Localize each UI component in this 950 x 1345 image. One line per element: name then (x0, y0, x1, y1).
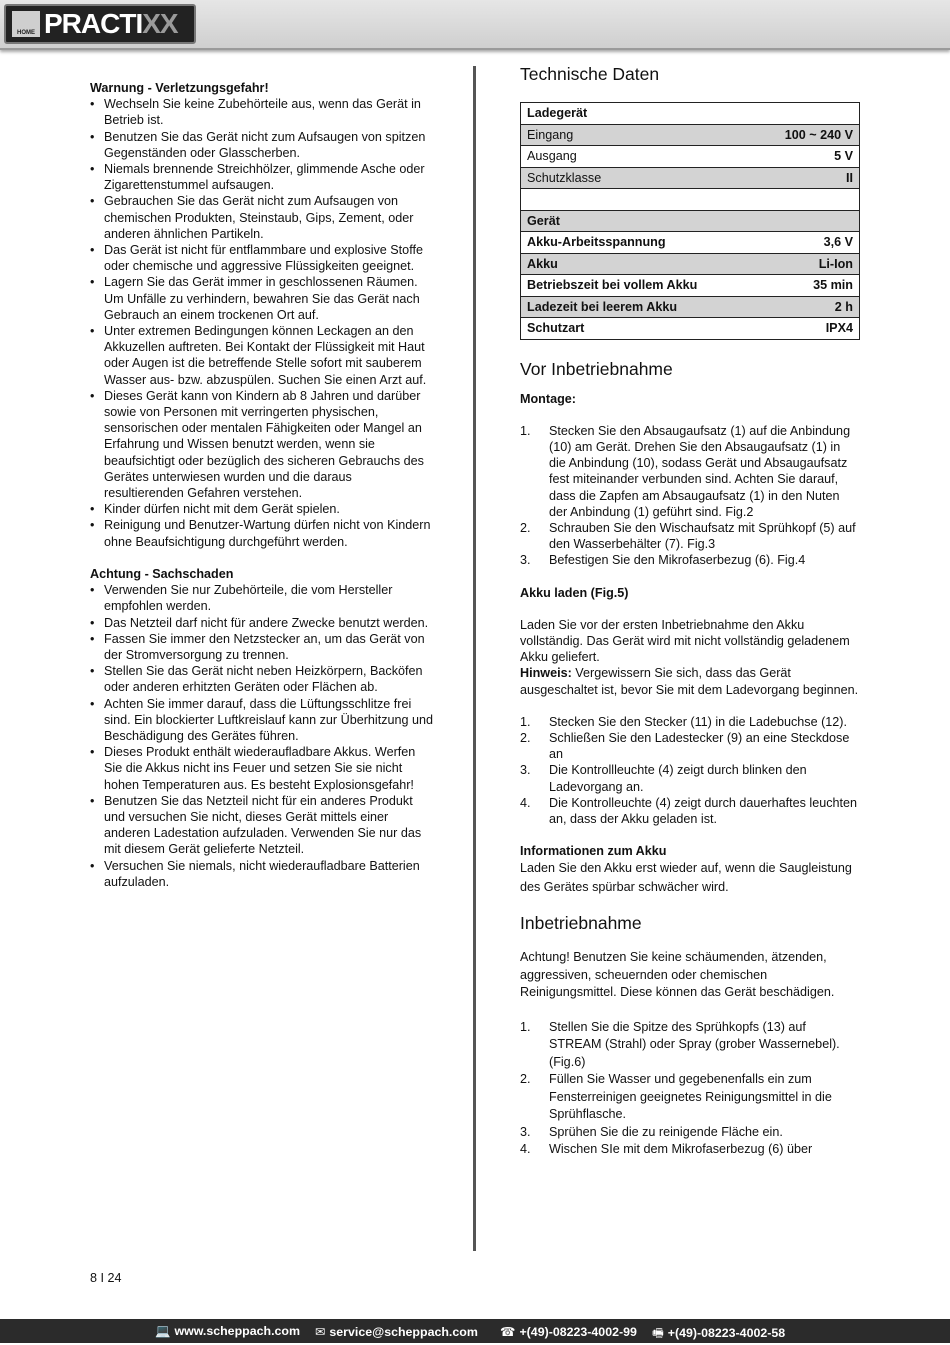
step-number: 1. (520, 714, 531, 729)
start-intro: Achtung! Benutzen Sie keine schäumenden, ätzenden, aggressiven, scheuernden oder chemischen Reinigungsmittel. Diese können das Gerät beschädigen. (520, 950, 835, 1000)
spec-row (521, 210, 860, 232)
hint-text: Vergewissern Sie sich, dass das Gerät ausgeschaltet ist, bevor Sie mit dem Ladevorgang beginnen. (520, 666, 859, 697)
step-text: Sprühen Sie die zu reinigende Fläche ein. (549, 1124, 783, 1139)
step-text: Die Kontrollleuchte (4) zeigt durch blinken den Ladevorgang an. (549, 763, 807, 794)
list-item: • Verwenden Sie nur Zubehörteile, die vom Hersteller empfohlen werden. (90, 582, 435, 614)
step-item (520, 1071, 860, 1124)
right-column (520, 62, 860, 1159)
spec-label: Schutzart (521, 318, 756, 340)
info-title: Informationen zum Akku (520, 844, 667, 859)
spec-row (521, 103, 860, 125)
hint-label: Hinweis: (520, 666, 572, 681)
spec-row (521, 275, 860, 297)
list-item: • Benutzen Sie das Netzteil nicht für ein anderes Produkt und versuchen Sie nicht, dieses Gerät mittels einer anderen Ladestation aufzuladen. Verwenden Sie nur das mit diesem Gerät gelieferte Netzteil. (90, 793, 435, 858)
step-item (520, 1141, 860, 1159)
spec-label: Betriebszeit bei vollem Akku (521, 275, 756, 297)
start-heading: Inbetriebnahme (520, 913, 642, 934)
spec-label: Schutzklasse (521, 167, 756, 189)
step-text: Stecken Sie den Absaugaufsatz (1) auf die Anbindung (10) am Gerät. Drehen Sie den Absaugaufsatz (1) in die Anbindung (10), sodass Gerät und Absaugaufsatz fest miteinander verbunden sind. Achten Sie darauf, dass die Zapfen am Absaugaufsatz (1) in den Nuten der Anbindung (1) geführt sind. Fig.2 (549, 423, 851, 519)
step-text: Schrauben Sie den Wischaufsatz mit Sprühkopf (5) auf den Wasserbehälter (7). Fig.3 (549, 520, 856, 552)
spec-value (756, 210, 860, 232)
mail-icon: ✉ (315, 1325, 326, 1339)
footer-phone: ☎ +(49)-08223-4002-99 (500, 1325, 637, 1339)
step-number: 3. (520, 1124, 531, 1139)
spec-value: 2 h (756, 296, 860, 318)
list-item: • Achten Sie immer darauf, dass die Lüftungsschlitze frei sind. Ein blockierter Luftkreislauf kann zur Überhitzung und Beschädigung des Gerätes führen. (90, 696, 435, 745)
spec-label: Eingang (521, 124, 756, 146)
spec-row (521, 167, 860, 189)
list-item: • Dieses Gerät kann von Kindern ab 8 Jahren und darüber sowie von Personen mit verringerten physischen, sensorischen oder mentalen Fähigkeiten oder Mangel an Erfahrung und Wissen benutzt werden, wenn sie beaufsichtigt oder bezüglich des sicheren Gebrauchs des Gerätes unterwiesen wurden und die daraus resultierenden Gefahren verstehen. (90, 388, 435, 501)
spec-row (521, 318, 860, 340)
list-item: • Das Netzteil darf nicht für andere Zwecke benutzt werden. (90, 615, 435, 631)
spec-row (521, 253, 860, 275)
fax-icon: 🖷 (652, 1326, 664, 1340)
list-item: • Versuchen Sie niemals, nicht wiederaufladbare Batterien aufzuladen. (90, 858, 435, 890)
spec-row (521, 146, 860, 168)
step-item (520, 762, 860, 794)
montage-title: Montage: (520, 391, 576, 406)
spec-row (521, 189, 860, 211)
spec-label: Ladezeit bei leerem Akku (521, 296, 756, 318)
spec-value: 100 ~ 240 V (756, 124, 860, 146)
spec-label: Ausgang (521, 146, 756, 168)
list-item: • Gebrauchen Sie das Gerät nicht zum Aufsaugen von chemischen Produkten, Steinstaub, Gips, Zement, oder anderen ähnlichen Partikeln. (90, 193, 435, 242)
info-text: Laden Sie den Akku erst wieder auf, wenn die Saugleistung des Gerätes spürbar schwächer wird. (520, 861, 852, 895)
step-text: Die Kontrolleuchte (4) zeigt durch dauerhaftes leuchten an, dass der Akku geladen ist. (549, 795, 858, 826)
list-item: • Lagern Sie das Gerät immer in geschlossenen Räumen. Um Unfälle zu verhindern, bewahren Sie das Gerät nach Gebrauch an einem trockenen Ort auf. (90, 274, 435, 323)
list-item: • Benutzen Sie das Gerät nicht zum Aufsaugen von spitzen Gegenständen oder Glasscherben. (90, 129, 435, 161)
spec-value: Li-Ion (756, 253, 860, 275)
step-number: 2. (520, 1072, 531, 1087)
step-item (520, 520, 860, 552)
step-text: Wischen SIe mit dem Mikrofaserbezug (6) über (549, 1142, 813, 1157)
spec-label: Akku-Arbeitsspannung (521, 232, 756, 254)
step-text: Füllen Sie Wasser und gegebenenfalls ein zum Fensterreinigen geeignetes Reinigungsmittel in die Sprühflasche. (549, 1072, 832, 1122)
spec-value: 3,6 V (756, 232, 860, 254)
spec-value (756, 189, 860, 211)
footer-bar (0, 1319, 950, 1343)
spec-label: Akku (521, 253, 756, 275)
spec-value: IPX4 (756, 318, 860, 340)
logo-home-badge: HOME (12, 11, 40, 37)
list-item: • Fassen Sie immer den Netzstecker an, um das Gerät von der Stromversorgung zu trennen. (90, 631, 435, 663)
caution-title: Achtung - Sachschaden (90, 566, 234, 581)
step-text: Schließen Sie den Ladestecker (9) an eine Steckdose an (549, 730, 850, 762)
list-item: • Reinigung und Benutzer-Wartung dürfen nicht von Kindern ohne Beaufsichtigung durchgeführt werden. (90, 517, 435, 549)
step-text: Stecken Sie den Stecker (11) in die Ladebuchse (12). (549, 714, 847, 729)
header-bar (0, 0, 950, 50)
spec-value: 5 V (756, 146, 860, 168)
warning-list (90, 96, 435, 550)
spec-value: II (756, 167, 860, 189)
step-item (520, 1019, 860, 1072)
step-text: Befestigen Sie den Mikrofaserbezug (6). Fig.4 (549, 553, 806, 568)
before-start-heading: Vor Inbetriebnahme (520, 358, 673, 379)
footer-mail[interactable]: ✉ service@scheppach.com (315, 1325, 478, 1339)
akku-intro: Laden Sie vor der ersten Inbetriebnahme den Akku vollständig. Das Gerät wird mit nicht vollständig geladenem Akku geliefert. (520, 617, 850, 665)
warning-title: Warnung - Verletzungsgefahr! (90, 81, 269, 95)
akku-title: Akku laden (Fig.5) (520, 585, 629, 600)
list-item: • Kinder dürfen nicht mit dem Gerät spielen. (90, 501, 435, 517)
step-item (520, 795, 860, 827)
step-item (520, 423, 860, 520)
footer-web[interactable]: 💻 www.scheppach.com (155, 1324, 300, 1338)
footer-fax: 🖷 +(49)-08223-4002-58 (652, 1326, 786, 1340)
step-number: 2. (520, 520, 531, 535)
step-number: 2. (520, 730, 531, 745)
spec-table (520, 102, 860, 340)
step-number: 3. (520, 763, 531, 778)
spec-row (521, 124, 860, 146)
computer-icon: 💻 (155, 1324, 171, 1338)
step-item (520, 714, 860, 730)
start-steps (520, 1019, 860, 1159)
phone-icon: ☎ (500, 1325, 516, 1339)
akku-steps (520, 714, 860, 827)
step-number: 1. (520, 1019, 531, 1034)
step-number: 3. (520, 553, 531, 568)
caution-list (90, 582, 435, 890)
spec-label (521, 189, 756, 211)
step-item (520, 552, 860, 568)
hint-paragraph (520, 665, 860, 697)
list-item: • Wechseln Sie keine Zubehörteile aus, wenn das Gerät in Betrieb ist. (90, 96, 435, 128)
step-number: 1. (520, 423, 531, 438)
list-item: • Dieses Produkt enthält wiederaufladbare Akkus. Werfen Sie die Akkus nicht ins Feuer und setzen Sie sie nicht hohen Temperaturen aus. Es besteht Explosionsgefahr! (90, 744, 435, 793)
spec-row (521, 232, 860, 254)
list-item: • Niemals brennende Streichhölzer, glimmende Asche oder Zigarettenstummel aufsaugen. (90, 161, 435, 193)
logo-wordmark: PRACTIXX (44, 8, 178, 39)
spec-value (756, 103, 860, 125)
spec-label: Ladegerät (521, 103, 756, 125)
step-number: 4. (520, 795, 531, 810)
list-item: • Das Gerät ist nicht für entflammbare und explosive Stoffe oder chemische und aggressive Flüssigkeiten geeignet. (90, 242, 435, 274)
spec-value: 35 min (756, 275, 860, 297)
tech-data-heading: Technische Daten (520, 64, 660, 84)
step-text: Stellen Sie die Spitze des Sprühkopfs (13) auf STREAM (Strahl) oder Spray (grober Wassernebel). (Fig.6) (549, 1019, 840, 1069)
list-item: • Stellen Sie das Gerät nicht neben Heizkörpern, Backöfen oder anderen erhitzten Geräten oder Flächen ab. (90, 663, 435, 695)
step-item (520, 730, 860, 762)
practixx-logo (4, 4, 196, 44)
column-divider (473, 66, 476, 1251)
spec-row (521, 296, 860, 318)
spec-label: Gerät (521, 210, 756, 232)
list-item: • Unter extremen Bedingungen können Leckagen an den Akkuzellen auftreten. Bei Kontakt der Flüssigkeit mit Haut oder Augen ist die betreffende Stelle sofort mit sauberem Wasser aus- bzw. abzuspülen. Suchen Sie einen Arzt auf. (90, 323, 435, 388)
left-column (90, 80, 435, 890)
step-item (520, 1124, 860, 1142)
montage-steps (520, 423, 860, 569)
page-number: 8 I 24 (90, 1271, 122, 1285)
step-number: 4. (520, 1142, 531, 1157)
